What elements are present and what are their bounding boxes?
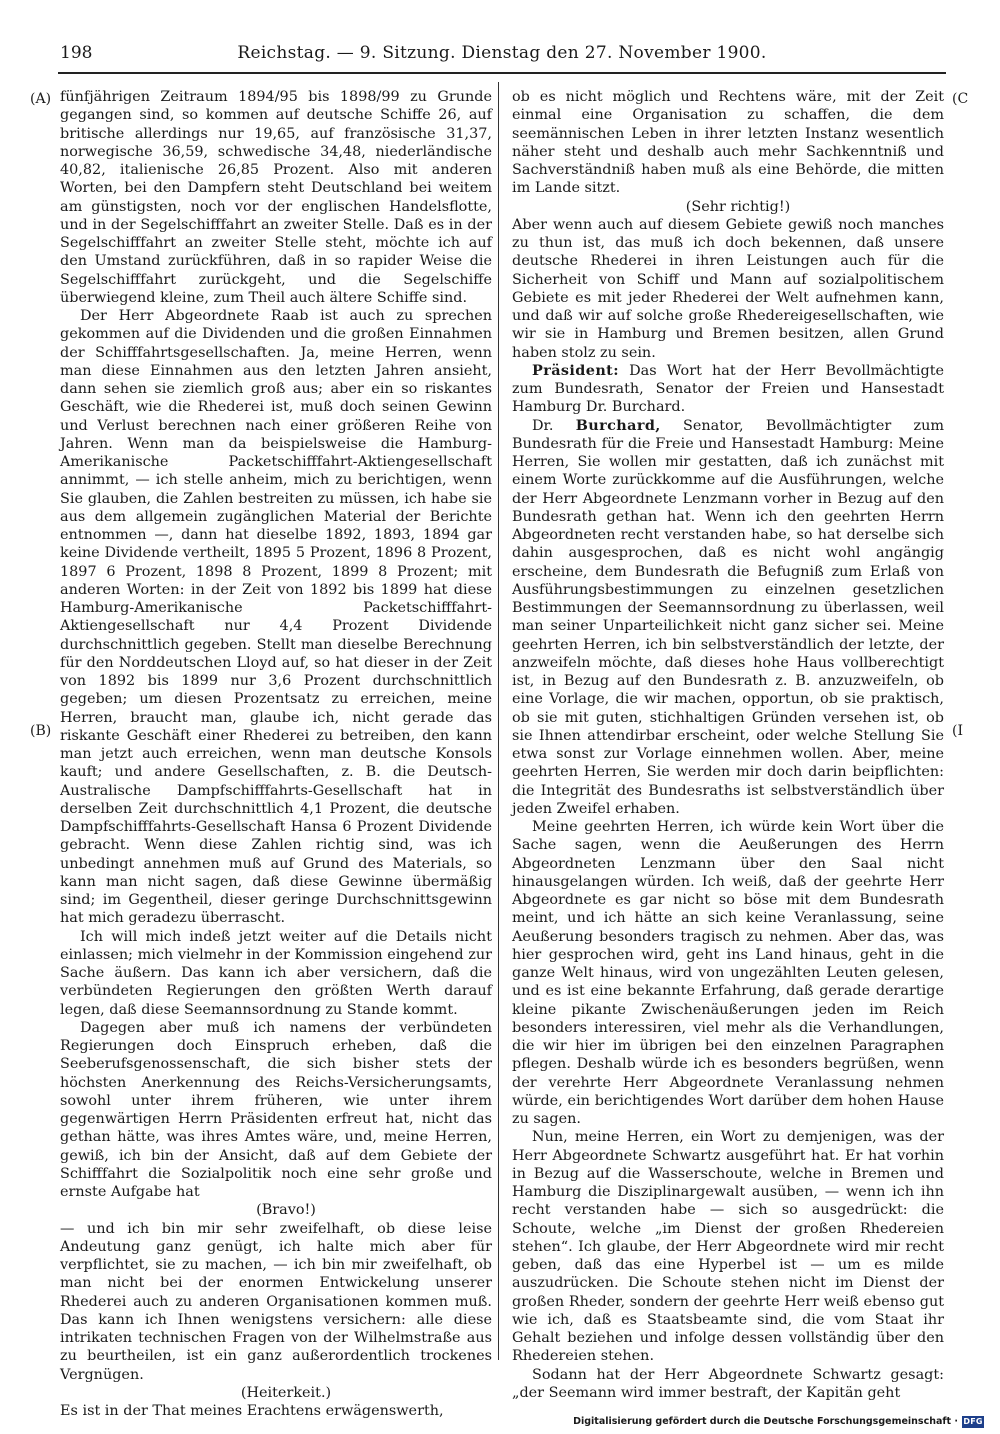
page-number: 198 — [60, 43, 93, 63]
paragraph: Es ist in der That meines Erachtens erwägenswerth, — [60, 1403, 444, 1419]
dfg-logo: DFG — [963, 1417, 983, 1426]
margin-marker-a: (A) — [30, 91, 52, 107]
page-header — [60, 38, 944, 68]
margin-marker-c: (C — [952, 91, 969, 107]
interjection: (Sehr richtig!) — [685, 198, 791, 215]
speech-paragraph — [512, 362, 944, 417]
header-rule — [58, 72, 946, 74]
paragraph: Dagegen aber muß ich namens der verbündeten Regierungen doch Einspruch erheben, daß die Seeberufsgenossenschaft, die sich bisher stets der höchsten Anerkennung des Reichs-Versicherungsamts, sowohl unter ihrem früheren, wie unter ihrem gegenwärtigen Herrn Präsidenten erfreut hat, nicht das gethan hätte, was ihres Amtes wäre, und, meine Herren, gewiß, ich bin der Ansicht, daß auf dem Gebiete der Schifffahrt die Sozialpolitik noch eine sehr große und ernste Aufgabe hat — [60, 1019, 492, 1200]
paragraph: Nun, meine Herren, ein Wort zu demjenigen, was der Herr Abgeordnete Schwartz ausgeführt hat. Er hat vorhin in Bezug auf die Wasserschoute, welche in Bremen und Hamburg die Disziplinargewalt ausüben, — wenn ich ihn recht verstanden habe — sich so ausgedrückt: die Schoute, welche „im Dienst der großen Rhedereien stehen“. Ich glaube, der Herr Abgeordnete wird mir recht geben, daß das eine Hyperbel ist — um es milde auszudrücken. Die Schoute stehen nicht im Dienst der großen Rheder, sondern der geehrte Herr weiß ebenso gut wie ich, daß es Staatsbeamte sind, die vom Staat ihr Gehalt beziehen und infolge dessen vollständig über den Rhedereien stehen. — [512, 1129, 944, 1365]
paragraph: fünfjährigen Zeitraum 1894/95 bis 1898/99 zu Grunde gegangen sind, so kommen auf deutsche Schiffe 26, auf britische allerdings nur 19,65, auf französische 31,37, norwegische 36,59, schwedische 34,48, niederländische 40,82, italienische 26,85 Prozent. Also mit anderen Worten, bei den Dampfern steht Deutschland bei weitem am günstigsten, noch vor der englischen Handelsflotte, und in der Segelschifffahrt an zweiter Stelle. Daß es in der Segelschifffahrt an zweiter Stelle steht, möchte ich auf den Umstand zurückführen, daß in so rapider Weise die Segelschifffahrt zurückgeht, und die Segelschiffe überwiegend kleine, zum Theil auch ältere Schiffe sind. — [60, 89, 492, 306]
speech-paragraph — [512, 417, 944, 819]
right-column — [512, 88, 944, 1402]
speaker-name: Burchard, — [575, 416, 661, 434]
paragraph: Ich will mich indeß jetzt weiter auf die Details nicht einlassen; mich vielmehr in der Kommission eingehend zur Sache äußern. Das kann ich aber versichern, daß die verbündeten Regierungen den größten Werth darauf legen, daß diese Seemannsordnung zu Stande kommt. — [60, 928, 492, 1018]
paragraph: ob es nicht möglich und Rechtens wäre, mit der Zeit einmal eine Organisation zu schaffen, die dem seemännischen Leben in ihrer letzten Instanz wesentlich näher steht und deshalb auch mehr Sachkenntniß und Sachverständniß haben muß als eine Behörde, die mitten im Lande sitzt. — [512, 89, 944, 197]
margin-marker-d: (I — [952, 723, 963, 739]
paragraph: Sodann hat der Herr Abgeordnete Schwartz gesagt: „der Seemann wird immer bestraft, der Kapitän geht — [512, 1366, 944, 1401]
paragraph: Meine geehrten Herren, ich würde kein Wort über die Sache sagen, wenn die Aeußerungen des Herrn Abgeordneten Lenzmann über den Saal nicht hinausgelangen würden. Ich weiß, daß der geehrte Herr Abgeordnete es gar nicht so böse mit dem Bundesrath meint, und ich hätte an sich keine Veranlassung, seine Aeußerung besonders tragisch zu nehmen. Aber das, was hier gesprochen wird, geht ins Land hinaus, geht in die ganze Welt hinaus, wird von ungezählten Leuten gelesen, und es ist eine bekannte Erfahrung, daß gerade derartige kleine pikante Zwischenäußerungen jeden im Reich besonders interessiren, viel mehr als die Verhandlungen, die wir hier im übrigen bei den einzelnen Paragraphen pflegen. Deshalb würde ich es besonders begrüßen, wenn der verehrte Herr Abgeordnete Veranlassung nehmen würde, ein berichtigendes Wort darüber dem hohen Hause zu sagen. — [512, 819, 944, 1127]
left-column — [60, 88, 492, 1420]
margin-marker-b: (B) — [30, 723, 52, 739]
speech-text: Senator, Bevollmächtigter zum Bundesrath für die Freie und Hansestadt Hamburg: Meine Herren, Sie wollen mir gestatten, daß ich zunächst mit einem Worte zurückkomme auf die Ausführungen, welche der Herr Abgeordnete Lenzmann vorher in Bezug auf den Bundesrath gethan hat. Wenn ich den geehrten Herrn Abgeordneten recht verstanden habe, so hat derselbe sich dahin ausgesprochen, daß es nicht wohl angängig erscheine, dem Bundesrath die Befugniß zum Erlaß von Ausführungsbestimmungen zu einzelnen gesetzlichen Bestimmungen der Seemannsordnung zu überlassen, weil man seiner Unparteilichkeit nicht ganz sicher sei. Meine geehrten Herren, ich bin selbstverständlich der letzte, der anzweifeln möchte, daß dieses hohe Haus vollberechtigt ist, in Bezug auf den Bundesrath z. B. anzuzweifeln, ob eine Vorlage, die wir machen, opportun, ob sie praktisch, ob sie mit guten, stichhaltigen Gründen versehen ist, ob sie Ihnen attendirbar erscheint, oder welche Stellung Sie etwa sonst zur Vorlage einnehmen wollen. Aber, meine geehrten Herren, Sie werden mir doch darin beipflichten: die Integrität des Bundesraths ist selbstverständlich über jeden Zweifel erhaben. — [512, 417, 945, 817]
speaker-title: Dr. — [532, 417, 554, 434]
credit-text: Digitalisierung gefördert durch die Deutsche Forschungsgemeinschaft · — [573, 1416, 958, 1427]
paragraph: — und ich bin mir sehr zweifelhaft, ob diese leise Andeutung ganz genügt, ich halte mich aber für verpflichtet, sie zu machen, — ich bin mir zweifelhaft, ob man nicht bei der enormen Entwickelung unserer Rhederei auch zu anderen Organisationen kommen muß. Das kann ich Ihnen wenigstens versichern: alle diese intrikaten technischen Fragen von der Wilhelmstraße aus zu beurtheilen, ist ein ganz außerordentlich trockenes Vergnügen. — [60, 1220, 492, 1383]
paragraph: Aber wenn auch auf diesem Gebiete gewiß noch manches zu thun ist, das muß ich doch bekennen, daß unsere deutsche Rhederei in ihren Leistungen auch für die Sicherheit von Schiff und Mann auf sozialpolitischem Gebiete es mit jeder Rhederei der Welt aufnehmen kann, und daß wir auf solche große Rhedereigesellschaften, wie wir sie in Hamburg und Bremen besitzen, allen Grund haben stolz zu sein. — [512, 216, 944, 361]
speaker-name: Präsident: — [532, 361, 619, 379]
digitization-credit — [573, 1414, 984, 1430]
running-title: Reichstag. — 9. Sitzung. Dienstag den 27. November 1900. — [237, 43, 767, 63]
column-divider — [498, 82, 499, 1360]
paragraph: Der Herr Abgeordnete Raab ist auch zu sprechen gekommen auf die Dividenden und die großen Einnahmen der Schifffahrtsgesellschaften. Ja, meine Herren, wenn man diese Einnahmen aus den letzten Jahren ansieht, dann sehen sie ziemlich groß aus; aber ein so riskantes Geschäft, wie die Rhederei ist, muß doch seinen Gewinn und Verlust berechnen nach einer größeren Reihe von Jahren. Wenn man da beispielsweise die Hamburg-Amerikanische Packetschifffahrt-Aktiengesellschaft annimmt, — ich stelle anheim, mich zu berichtigen, wenn Sie glauben, die Zahlen bestreiten zu müssen, ich habe sie aus dem allgemein zugänglichen Material der Berichte entnommen —, dann hat dieselbe 1892, 1893, 1894 gar keine Dividende vertheilt, 1895 5 Prozent, 1896 8 Prozent, 1897 6 Prozent, 1898 8 Prozent, 1899 8 Prozent; mit anderen Worten: in der Zeit von 1892 bis 1899 hat diese Hamburg-Amerikanische Packetschifffahrt-Aktiengesellschaft nur 4,4 Prozent Dividende durchschnittlich gegeben. Stellt man dieselbe Berechnung für den Norddeutschen Lloyd auf, so hat dieser in der Zeit von 1892 bis 1899 nur 3,6 Prozent durchschnittlich gegeben; um diesen Prozentsatz zu erreichen, meine Herren, braucht man, glaube ich, nicht gerade das riskante Geschäft einer Rhederei zu betreiben, den kann man jetzt auch erreichen, wenn man deutsche Konsols kauft; und andere Gesellschaften, z. B. die Deutsch-Australische Dampfschifffahrts-Gesellschaft hat in derselben Zeit durchschnittlich 4,1 Prozent, die deutsche Dampfschifffahrts-Gesellschaft Hansa 6 Prozent Dividende gebracht. Wenn diese Zahlen richtig sind, was ich unbedingt annehmen muß auf Grund des Materials, so kann man nicht sagen, daß diese Gewinne übermäßig sind; im Gegentheil, dieser geringe Durchschnittsgewinn hat mich geradezu überrascht. — [60, 308, 492, 927]
interjection: (Bravo!) — [256, 1202, 316, 1219]
speech-text: Das Wort hat der Herr Bevollmächtigte zum Bundesrath, Senator der Freien und Hansestadt Hamburg Dr. Burchard. — [512, 362, 944, 416]
interjection: (Heiterkeit.) — [240, 1384, 332, 1401]
